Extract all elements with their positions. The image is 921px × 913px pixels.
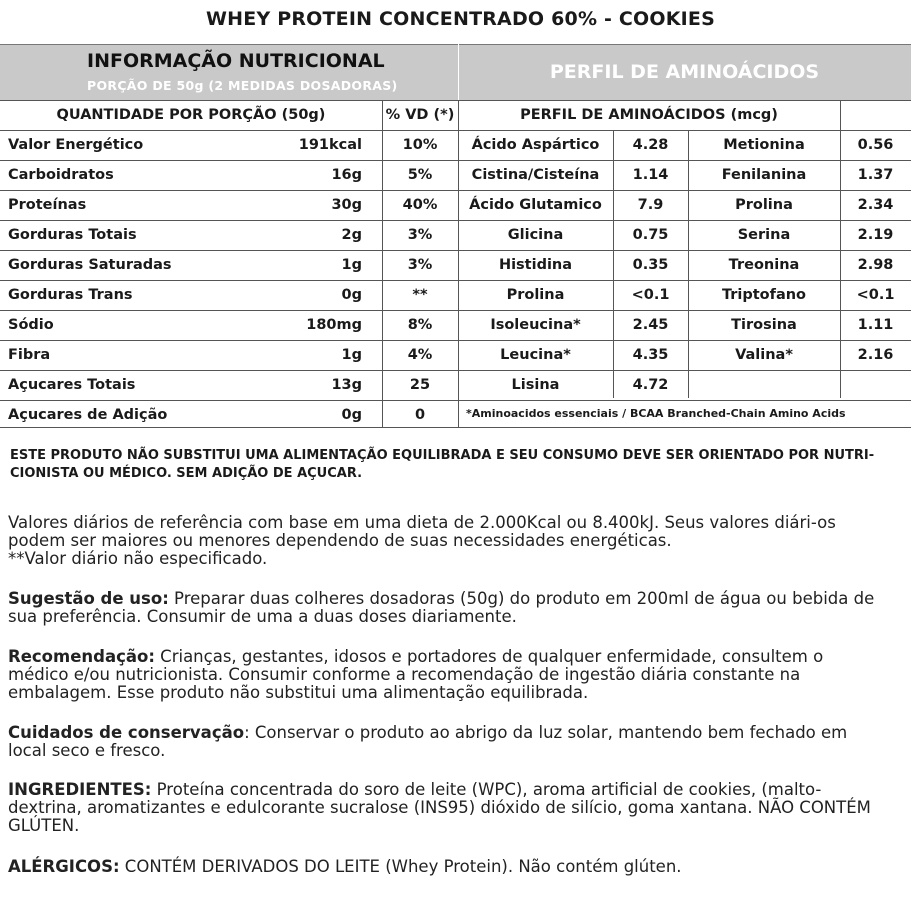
storage-paragraph [8, 724, 888, 760]
amino-name: Histidina [498, 257, 573, 273]
amino-name: Ácido Aspártico [471, 137, 600, 153]
warning-text: ESTE PRODUTO NÃO SUBSTITUI UMA ALIMENTAÇÃO EQUILIBRADA E SEU CONSUMO DEVE SER ORIENTADO POR NUTRI-CIONISTA OU MÉDICO. SEM ADIÇÃO DE AÇUCAR. [10, 448, 875, 481]
amino-name: Prolina [506, 287, 565, 303]
nutrient-name: Açucares Totais [8, 377, 136, 393]
amino-value: 2.16 [857, 347, 894, 363]
product-title: WHEY PROTEIN CONCENTRADO 60% - COOKIES [206, 8, 715, 30]
amino-value: 1.11 [857, 317, 894, 333]
daily-values-block [8, 514, 888, 568]
nutrient-quantity: 0g [341, 287, 362, 303]
amino-name: Treonina [728, 257, 800, 273]
nutrient-quantity: 1g [341, 257, 362, 273]
nutrient-name: Gorduras Trans [8, 287, 133, 303]
amino-column-header: PERFIL DE AMINOÁCIDOS (mcg) [520, 107, 778, 123]
nutrient-quantity: 16g [331, 167, 362, 183]
amino-name [688, 370, 840, 400]
nutrient-name: Gorduras Saturadas [8, 257, 172, 273]
ingredients-text: Proteína concentrada do soro de leite (WPC), aroma artificial de cookies, (malto-dextrina, aromatizantes e edulcorante sucralose (INS95) dióxido de silício, goma xantana. NÃO CONTÉM GLÚTEN. [8, 780, 871, 835]
amino-name: Ácido Glutamico [469, 197, 602, 213]
storage-text: : Conservar o produto ao abrigo da luz solar, mantendo bem fechado em local seco e fresco. [8, 723, 848, 760]
daily-values-note: **Valor diário não especificado. [8, 549, 268, 568]
recommendation-text: Crianças, gestantes, idosos e portadores de qualquer enfermidade, consultem o médico e/ou nutricionista. Consumir conforme a recomendação de ingestão diária constante na embalagem. Esse produto não substitui uma alimentação equilibrada. [8, 647, 824, 702]
nutrient-name: Fibra [8, 347, 51, 363]
allergens-text: CONTÉM DERIVADOS DO LEITE (Whey Protein). Não contém glúten. [119, 857, 682, 876]
amino-value: 1.14 [632, 167, 669, 183]
qty-column-header: QUANTIDADE POR PORÇÃO (50g) [56, 107, 326, 123]
nutrition-heading: INFORMAÇÃO NUTRICIONAL [87, 50, 385, 72]
amino-value: 2.19 [857, 227, 894, 243]
amino-value: 4.28 [632, 137, 669, 153]
nutrient-daily-value: 5% [407, 167, 433, 183]
amino-value: 2.34 [857, 197, 894, 213]
amino-name: Fenilanina [721, 167, 807, 183]
amino-heading: PERFIL DE AMINOÁCIDOS [458, 44, 911, 100]
amino-value: 4.35 [632, 347, 669, 363]
amino-value: 1.37 [857, 167, 894, 183]
nutrient-quantity: 2g [341, 227, 362, 243]
amino-name: Triptofano [721, 287, 807, 303]
ingredients-paragraph [8, 781, 888, 835]
nutrient-name: Gorduras Totais [8, 227, 137, 243]
allergens-paragraph [8, 858, 888, 876]
amino-name: Isoleucina* [490, 317, 581, 333]
ingredients-label: INGREDIENTES: [8, 780, 152, 799]
amino-name: Cistina/Cisteína [471, 167, 600, 183]
usage-text: Preparar duas colheres dosadoras (50g) do produto em 200ml de água ou bebida de sua preferência. Consumir de uma a duas doses diariamente. [8, 589, 875, 626]
amino-value: 4.72 [632, 377, 669, 393]
amino-footnote: *Aminoacidos essenciais / BCAA Branched-Chain Amino Acids [466, 406, 846, 420]
recommendation-paragraph [8, 648, 888, 702]
nutrient-daily-value: 4% [407, 347, 433, 363]
daily-values-text: Valores diários de referência com base em uma dieta de 2.000Kcal ou 8.400kJ. Seus valores diári-os podem ser maiores ou menores dependendo de suas necessidades energéticas. [8, 513, 836, 550]
nutrient-daily-value: 25 [409, 377, 431, 393]
amino-value: 0.56 [857, 137, 894, 153]
nutrient-name: Proteínas [8, 197, 87, 213]
usage-label: Sugestão de uso: [8, 589, 169, 608]
recommendation-label: Recomendação: [8, 647, 155, 666]
serving-size: PORÇÃO DE 50g (2 MEDIDAS DOSADORAS) [87, 78, 398, 93]
amino-value [840, 370, 911, 400]
nutrient-daily-value: 10% [402, 137, 438, 153]
amino-value: 0.75 [632, 227, 669, 243]
amino-name: Leucina* [500, 347, 571, 363]
nutrition-table [0, 44, 911, 428]
amino-value: <0.1 [856, 287, 895, 303]
storage-label: Cuidados de conservação [8, 723, 245, 742]
nutrient-daily-value: ** [412, 287, 428, 303]
amino-value: 0.35 [632, 257, 669, 273]
nutrient-daily-value: 3% [407, 227, 433, 243]
nutrient-name: Sódio [8, 317, 54, 333]
nutrient-name: Açucares de Adição [8, 407, 168, 423]
nutrient-quantity: 0g [341, 407, 362, 423]
nutrient-name: Carboidratos [8, 167, 114, 183]
nutrient-quantity: 30g [331, 197, 362, 213]
amino-name: Valina* [735, 347, 793, 363]
amino-value: <0.1 [631, 287, 670, 303]
allergens-label: ALÉRGICOS: [8, 857, 120, 876]
amino-value: 2.45 [632, 317, 669, 333]
amino-name: Tirosina [731, 317, 797, 333]
nutrient-daily-value: 40% [402, 197, 438, 213]
vd-column-header: % VD (*) [385, 107, 455, 123]
nutrient-daily-value: 0 [414, 407, 426, 423]
amino-name: Prolina [735, 197, 793, 213]
amino-value: 7.9 [637, 197, 664, 213]
nutrient-quantity: 13g [331, 377, 362, 393]
nutrient-daily-value: 3% [407, 257, 433, 273]
amino-name: Lisina [511, 377, 560, 393]
amino-name: Metionina [723, 137, 805, 153]
nutrient-name: Valor Energético [8, 137, 144, 153]
nutrient-quantity: 180mg [306, 317, 362, 333]
amino-name: Glicina [507, 227, 564, 243]
amino-value: 2.98 [857, 257, 894, 273]
usage-paragraph [8, 590, 888, 626]
amino-name: Serina [737, 227, 791, 243]
nutrition-header [0, 44, 458, 100]
nutrient-quantity: 191kcal [298, 137, 362, 153]
nutrient-daily-value: 8% [407, 317, 433, 333]
nutrient-quantity: 1g [341, 347, 362, 363]
